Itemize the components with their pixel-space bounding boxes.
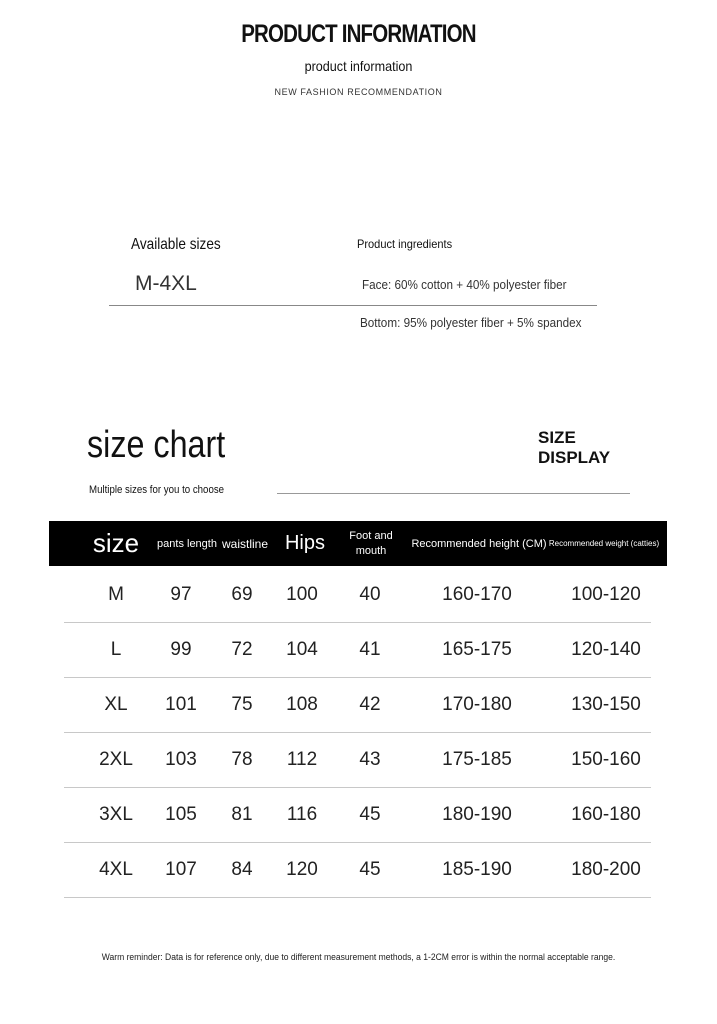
cell-recommended-weight: 180-200 <box>571 858 641 880</box>
column-header-recommended-height: Recommended height (CM) <box>411 537 547 550</box>
cell-recommended-height: 160-170 <box>442 583 512 605</box>
ingredients-label: Product ingredients <box>357 237 453 251</box>
table-row <box>64 787 651 843</box>
cell-pants-length: 105 <box>165 803 197 825</box>
cell-pants-length: 107 <box>165 858 197 880</box>
cell-waistline: 75 <box>231 693 253 715</box>
cell-size: M <box>108 583 124 605</box>
cell-foot-and-mouth: 43 <box>359 748 381 770</box>
divider <box>109 305 597 306</box>
cell-recommended-weight: 130-150 <box>571 693 641 715</box>
size-display-label: DISPLAY <box>538 448 611 467</box>
page-tagline: NEW FASHION RECOMMENDATION <box>274 87 443 97</box>
cell-waistline: 84 <box>231 858 253 880</box>
cell-recommended-height: 170-180 <box>442 693 512 715</box>
cell-pants-length: 99 <box>170 638 192 660</box>
cell-hips: 104 <box>286 638 318 660</box>
cell-pants-length: 97 <box>170 583 192 605</box>
cell-pants-length: 101 <box>165 693 197 715</box>
column-header-waistline: waistline <box>221 536 269 551</box>
cell-foot-and-mouth: 45 <box>359 803 381 825</box>
size-display-label: SIZE <box>538 428 576 447</box>
table-row <box>64 567 651 623</box>
cell-waistline: 78 <box>231 748 253 770</box>
page-subtitle: product information <box>304 58 413 74</box>
available-sizes-label: Available sizes <box>131 236 221 253</box>
cell-hips: 108 <box>286 693 318 715</box>
cell-waistline: 69 <box>231 583 253 605</box>
cell-recommended-height: 175-185 <box>442 748 512 770</box>
ingredients-face: Face: 60% cotton + 40% polyester fiber <box>362 277 567 292</box>
size-chart-subtitle: Multiple sizes for you to choose <box>89 484 225 496</box>
size-chart-title: size chart <box>87 424 226 466</box>
cell-size: L <box>110 638 122 660</box>
cell-size: 4XL <box>99 858 133 880</box>
cell-hips: 120 <box>286 858 318 880</box>
column-header-recommended-weight: Recommended weight (catties) <box>548 539 660 548</box>
cell-foot-and-mouth: 41 <box>359 638 381 660</box>
table-row <box>64 732 651 788</box>
divider <box>277 493 630 494</box>
cell-size: XL <box>104 693 128 715</box>
column-header-foot-and-mouth: Foot and mouth <box>349 529 393 557</box>
cell-foot-and-mouth: 45 <box>359 858 381 880</box>
cell-foot-and-mouth: 40 <box>359 583 381 605</box>
cell-recommended-weight: 160-180 <box>571 803 641 825</box>
cell-hips: 100 <box>286 583 318 605</box>
cell-recommended-height: 180-190 <box>442 803 512 825</box>
table-row <box>64 842 651 898</box>
cell-waistline: 72 <box>231 638 253 660</box>
column-header-hips: Hips <box>284 532 325 554</box>
cell-recommended-height: 165-175 <box>442 638 512 660</box>
ingredients-bottom: Bottom: 95% polyester fiber + 5% spandex <box>360 315 582 330</box>
available-sizes-value: M-4XL <box>135 272 197 295</box>
cell-hips: 116 <box>286 803 318 825</box>
table-row <box>64 622 651 678</box>
cell-pants-length: 103 <box>165 748 197 770</box>
cell-foot-and-mouth: 42 <box>359 693 381 715</box>
size-table-header <box>49 521 667 566</box>
cell-size: 3XL <box>99 803 133 825</box>
cell-size: 2XL <box>99 748 133 770</box>
cell-recommended-weight: 120-140 <box>571 638 641 660</box>
cell-hips: 112 <box>286 748 318 770</box>
cell-recommended-weight: 150-160 <box>571 748 641 770</box>
table-row <box>64 677 651 733</box>
column-header-pants-length: pants length <box>157 537 217 550</box>
warm-reminder-note: Warm reminder: Data is for reference only, due to different measurement methods, a 1-2CM error is within the normal acceptable range. <box>101 952 616 962</box>
cell-recommended-weight: 100-120 <box>571 583 641 605</box>
cell-waistline: 81 <box>231 803 253 825</box>
column-header-size: size <box>92 528 140 558</box>
page-title: PRODUCT INFORMATION <box>241 20 476 48</box>
cell-recommended-height: 185-190 <box>442 858 512 880</box>
